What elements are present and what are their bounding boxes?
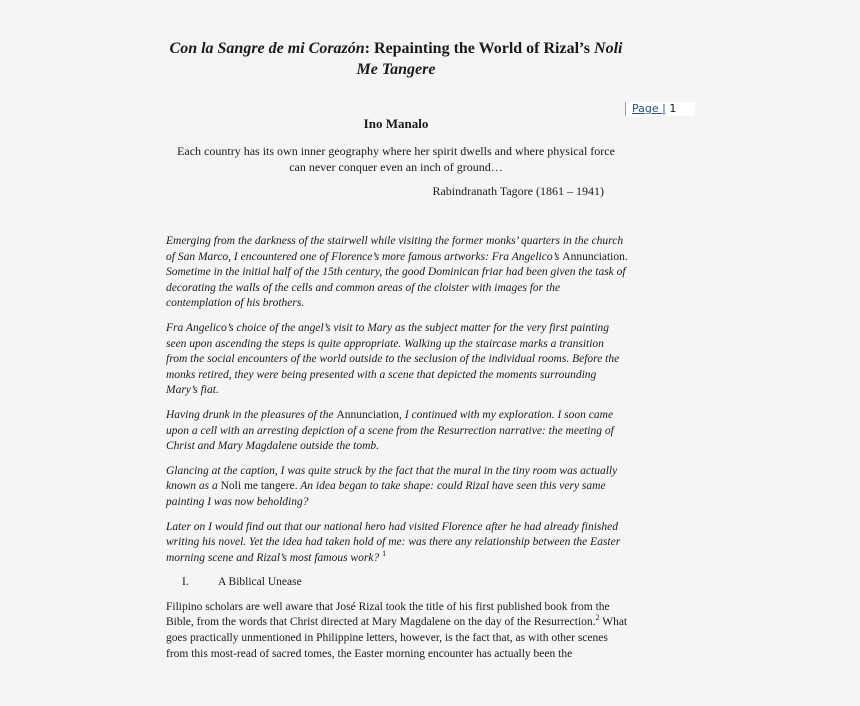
paragraph: Emerging from the darkness of the stairwell while visiting the former monks’ quarters in the church of San Marco, I encountered one of Florence’s more famous artworks: Fra Angelico’s Annunciation. Sometime in the initial half of the 15th century, the good Dominican friar had been given the task of decorating the walls of the cells and common areas of the cloister with images for the contemplation of his brothers. bbox=[166, 235, 628, 310]
title-italic-part: Con la Sangre de mi Corazón bbox=[169, 40, 365, 57]
section-heading bbox=[182, 575, 628, 591]
author-name: Ino Manalo bbox=[363, 116, 429, 131]
paragraph: Later on I would find out that our national hero had visited Florence after he had already finished writing his novel. Yet the idea had taken hold of me: was there any relationship between the Easter morning scene and Rizal’s most famous work? $^1$ bbox=[166, 520, 621, 564]
title-plain-part: : Repainting the World of Rizal’s bbox=[364, 40, 595, 57]
document-title bbox=[168, 38, 624, 80]
page-number: 1 bbox=[669, 102, 677, 115]
paragraph: Fra Angelico’s choice of the angel’s visit to Mary as the subject matter for the very first painting seen upon ascending the steps is quite appropriate. Walking up the staircase marks a transition from the social encounters of the world outside to the seclusion of the individual rooms. Before the monks retired, they were being presented with a scene that depicted the moments surrounding Mary’s fiat. bbox=[166, 321, 620, 397]
body-text bbox=[166, 234, 628, 671]
title-italic-part-2: Noli Me Tangere bbox=[356, 40, 623, 78]
paragraph: Filipino scholars are well aware that José Rizal took the title of his first published book from the Bible, from the words that Christ directed at Mary Magdalene on the day of the Resurrection.$^2$ What goes practically unmentioned in Philippine letters, however, is the fact that, as with other scenes from this most-read of sacred tomes, the Easter morning encounter has actually been the bbox=[166, 600, 628, 660]
page-link[interactable]: Page | bbox=[632, 102, 666, 115]
section-title: A Biblical Unease bbox=[218, 576, 302, 589]
epigraph-quote: Each country has its own inner geography where her spirit dwells and where physical force can never conquer even an inch of ground… bbox=[177, 144, 615, 174]
paragraph: Glancing at the caption, I was quite struck by the fact that the mural in the tiny room was actually known as a Noli me tangere. An idea began to take shape: could Rizal have seen this very same painting I was now beholding? bbox=[166, 464, 618, 508]
epigraph-attribution: Rabindranath Tagore (1861 – 1941) bbox=[432, 184, 604, 198]
footnote-marker[interactable]: 1 bbox=[382, 548, 387, 558]
footnote-marker[interactable]: 2 bbox=[595, 613, 600, 623]
paragraph: Having drunk in the pleasures of the Annunciation, I continued with my exploration. I soon came upon a cell with an arresting depiction of a scene from the Resurrection narrative: the meeting of Christ and Mary Magdalene outside the tomb. bbox=[166, 408, 614, 453]
section-number: I. bbox=[182, 576, 189, 589]
page-indicator bbox=[625, 102, 695, 116]
